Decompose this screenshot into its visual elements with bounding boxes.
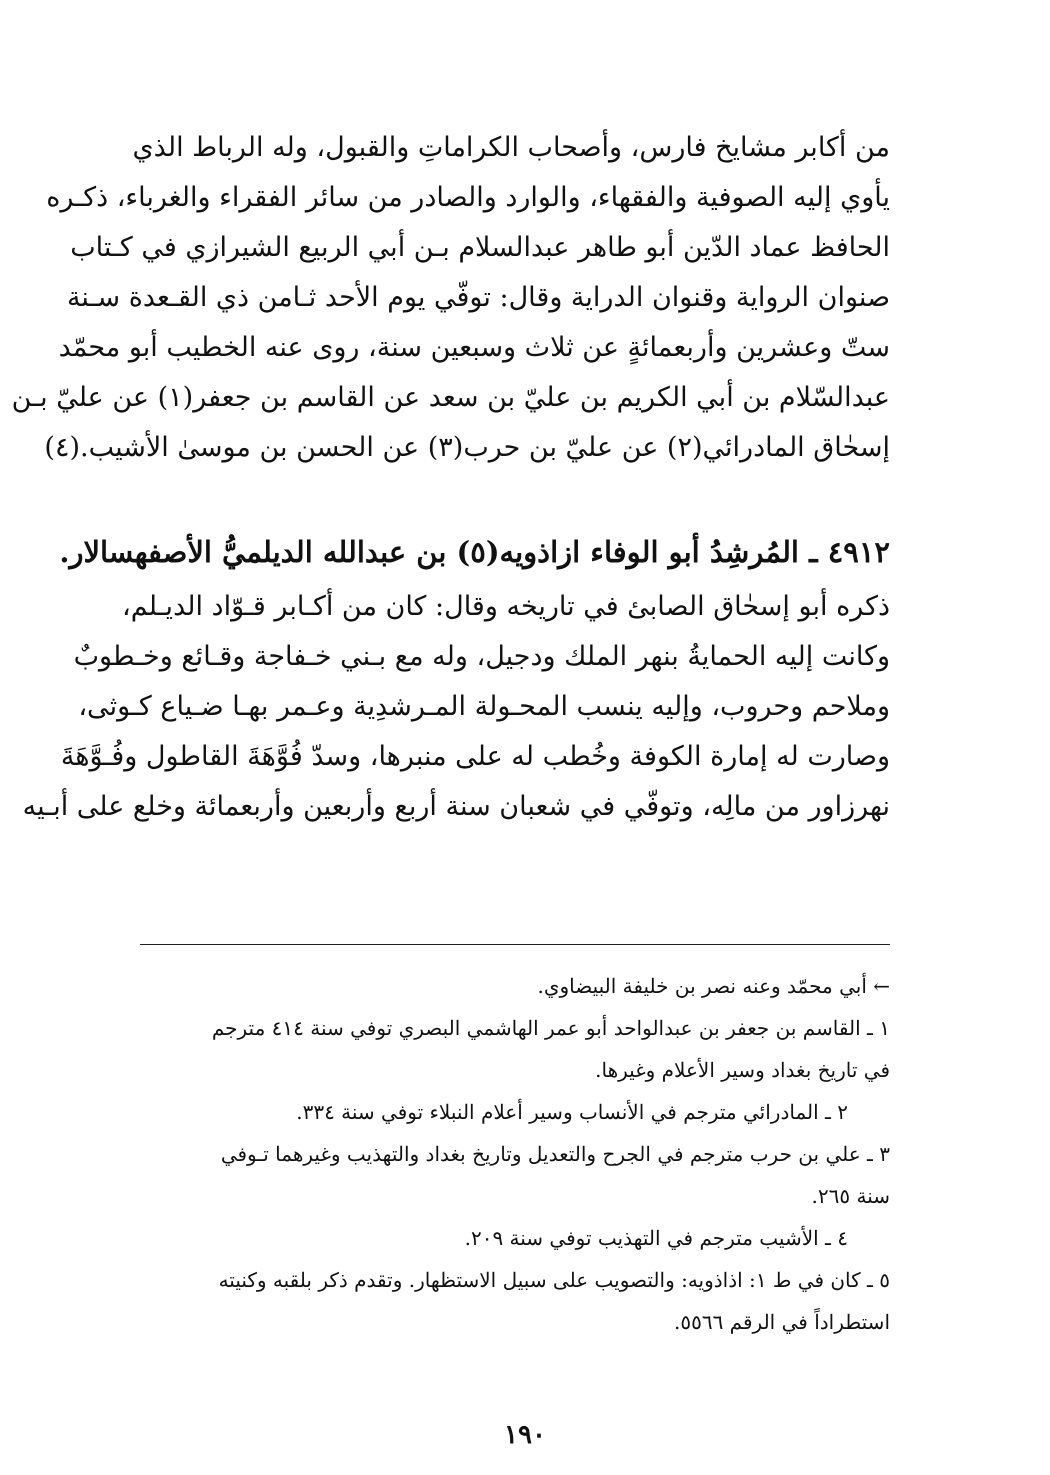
text-line: إسحٰاق المادرائي(٢) عن عليّ بن حرب(٣) عن الحسن بن موسىٰ الأشيب.(٤) — [44, 432, 890, 463]
text-line: عبدالسّلام بن أبي الكريم بن عليّ بن سعد عن القاسم بن جعفر(١) عن عليّ بـن — [11, 382, 890, 413]
footnote-2: ٢ ـ المادرائي مترجم في الأنساب وسير أعلام النبلاء توفي سنة ٣٣٤. — [296, 1100, 848, 1124]
page-number: ١٩٠ — [504, 1420, 546, 1450]
footnote-5: ٥ ـ كان في ط ١: اذاذويه: والتصويب على سبيل الاستظهار. وتقدم ذكر بلقبه وكنيته — [218, 1268, 890, 1292]
text-line: من أكابر مشايخ فارس، وأصحاب الكراماتِ والقبول، وله الرباط الذي — [132, 132, 890, 163]
text-line: وملاحم وحروب، وإليه ينسب المحـولة المـرشدِية وعـمر بهـا ضـياع كـوثى، — [78, 691, 890, 722]
text-line: وصارت له إمارة الكوفة وخُطب له على منبرها، وسدّ فُوَّهَةَ القاطول وفُـوَّهَةَ — [60, 741, 890, 772]
text-line: صنوان الرواية وقنوان الدراية وقال: توفّي يوم الأحد ثـامن ذي القـعدة سـنة — [66, 282, 890, 313]
biography-paragraph — [22, 582, 890, 832]
footnote-1-continued: في تاريخ بغداد وسير الأعلام وغيرها. — [595, 1058, 890, 1082]
text-line: الحافظ عماد الدّين أبو طاهر عبدالسلام بـن أبي الربيع الشيرازي في كـتاب — [70, 232, 890, 263]
footnote-5-continued: استطراداً في الرقم ٥٥٦٦. — [674, 1310, 890, 1334]
footnote-3: ٣ ـ علي بن حرب مترجم في الجرح والتعديل وتاريخ بغداد والتهذيب وغيرهما تـوفي — [220, 1142, 890, 1166]
footnote-divider — [140, 944, 890, 945]
text-line: يأوي إليه الصوفية والفقهاء، والوارد والصادر من سائر الفقراء والغرباء، ذكـره — [46, 182, 890, 213]
biography-paragraph-continuation — [11, 123, 890, 473]
footnote-4: ٤ ـ الأشيب مترجم في التهذيب توفي سنة ٢٠٩. — [464, 1226, 848, 1250]
text-line: وكانت إليه الحمايةُ بنهر الملك ودجيل، وله مع بـني خـفاجة وقـائع وخـطوبٌ — [73, 641, 890, 672]
text-line: ذكره أبو إسحٰاق الصابئ في تاريخه وقال: كان من أكـابر قـوّاد الديـلم، — [122, 591, 890, 622]
footnote-3-continued: سنة ٢٦٥. — [811, 1184, 890, 1208]
entry-heading: ٤٩١٢ ـ المُرشِدُ أبو الوفاء ازاذويه(٥) بن عبدالله الديلميُّ الأصفهسالار. — [59, 535, 890, 569]
footnote-continuation: ← أبي محمّد وعنه نصر بن خليفة البيضاوي. — [537, 974, 890, 998]
footnotes — [140, 965, 890, 1343]
text-line: نهرزاور من مالِه، وتوفّي في شعبان سنة أربع وأربعين وأربعمائة وخلع على أبـيه — [22, 791, 890, 822]
text-line: ستّ وعشرين وأربعمائةٍ عن ثلاث وسبعين سنة، روى عنه الخطيب أبو محمّد — [58, 332, 890, 363]
footnote-1: ١ ـ القاسم بن جعفر بن عبدالواحد أبو عمر الهاشمي البصري توفي سنة ٤١٤ مترجم — [211, 1016, 890, 1040]
